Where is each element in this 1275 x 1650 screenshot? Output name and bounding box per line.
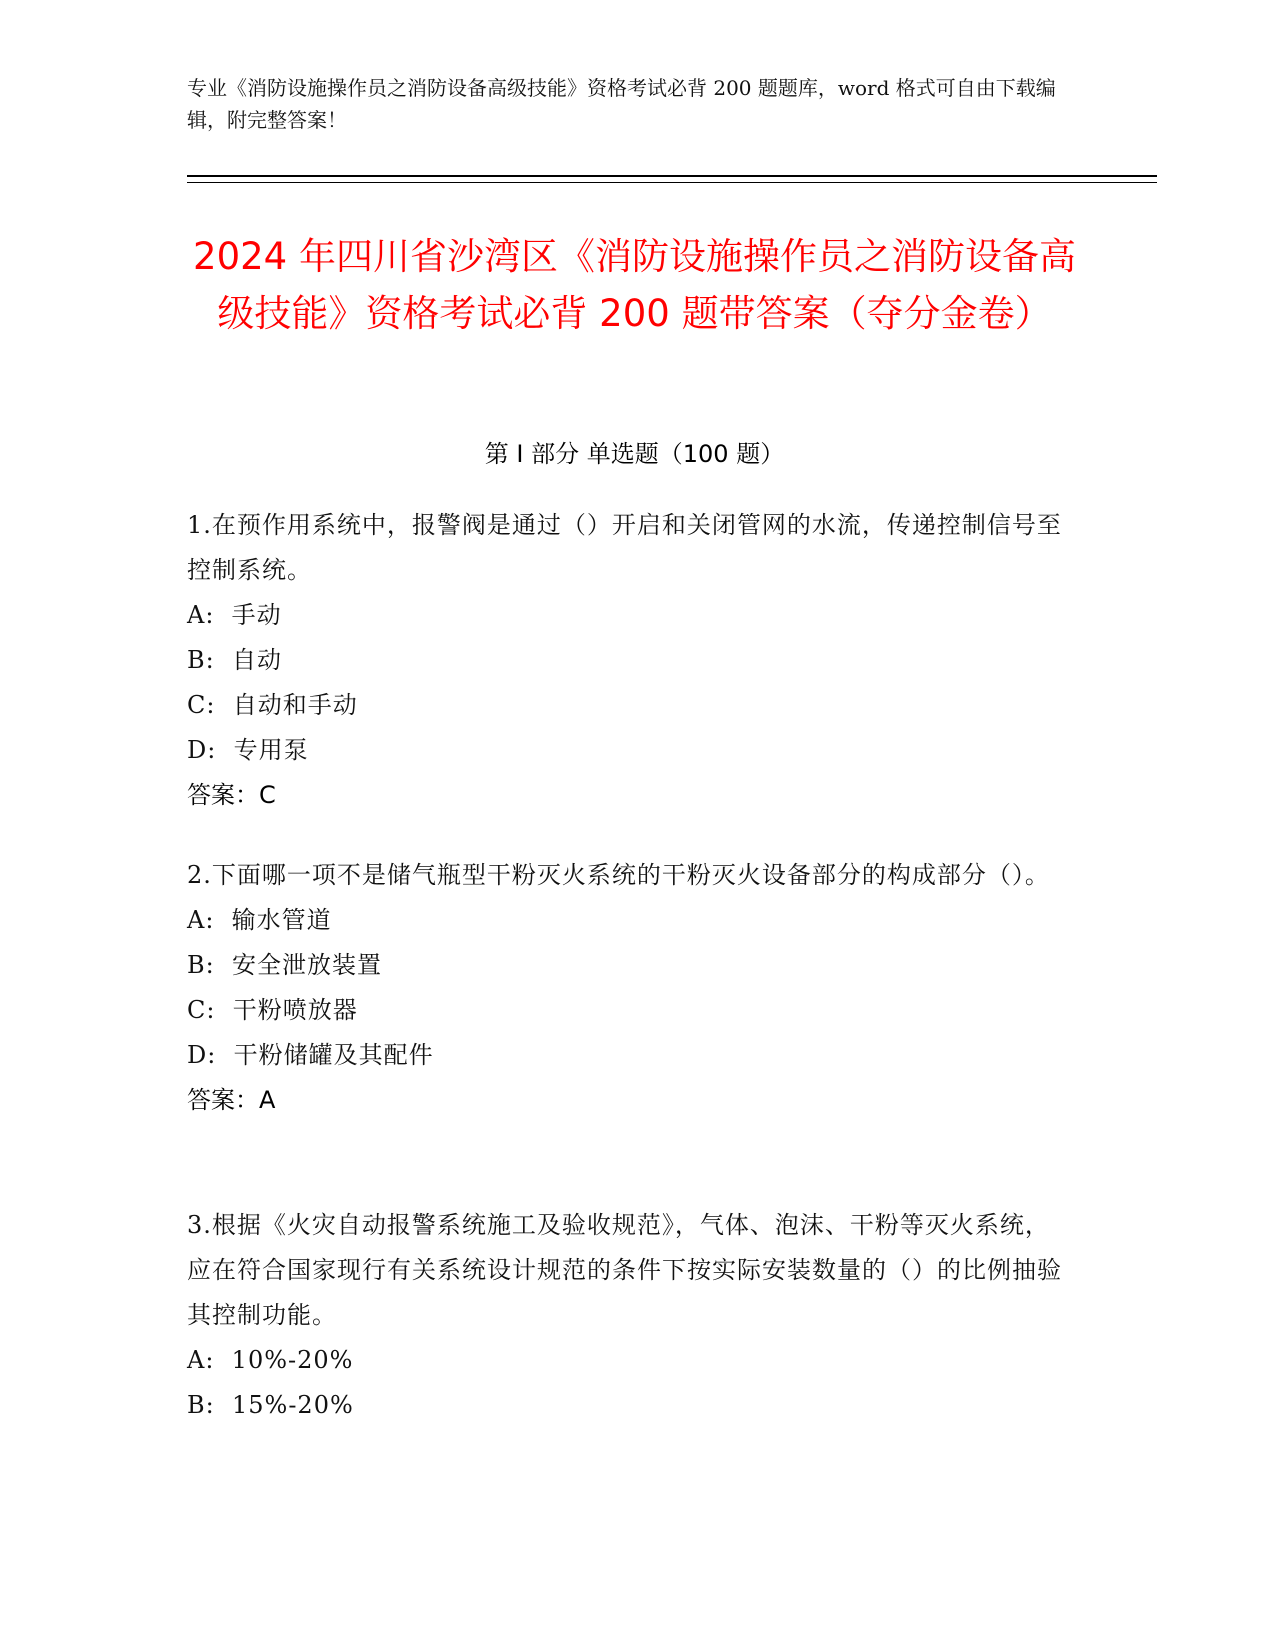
section-title: 第 I 部分 单选题（100 题） xyxy=(484,440,785,468)
option-b: B: 15%-20% xyxy=(187,1391,354,1419)
option-c: C: 自动和手动 xyxy=(187,691,358,719)
option-a: A: 10%-20% xyxy=(187,1346,354,1374)
option-b: B: 安全泄放装置 xyxy=(187,951,382,979)
question-stem: 2.下面哪一项不是储气瓶型干粉灭火系统的干粉灭火设备部分的构成部分（）。 xyxy=(187,861,1050,889)
header-rule-thin xyxy=(187,182,1157,183)
answer: 答案：A xyxy=(187,1086,276,1114)
document-title: 2024 年四川省沙湾区《消防设施操作员之消防设备高级技能》资格考试必背 200 题带答案（夺分金卷） xyxy=(193,235,1076,335)
question-2 xyxy=(187,853,1062,1123)
answer: 答案：C xyxy=(187,781,276,809)
option-d: D: 专用泵 xyxy=(187,736,309,764)
question-1 xyxy=(187,503,1062,818)
option-a: A: 输水管道 xyxy=(187,906,332,934)
question-stem: 3.根据《火灾自动报警系统施工及验收规范》，气体、泡沫、干粉等灭火系统，应在符合国家现行有关系统设计规范的条件下按实际安装数量的（）的比例抽验其控制功能。 xyxy=(187,1211,1062,1329)
option-d: D: 干粉储罐及其配件 xyxy=(187,1041,434,1069)
question-stem: 1.在预作用系统中，报警阀是通过（）开启和关闭管网的水流，传递控制信号至控制系统。 xyxy=(187,511,1062,584)
option-c: C: 干粉喷放器 xyxy=(187,996,358,1024)
header-note: 专业《消防设施操作员之消防设备高级技能》资格考试必背 200 题题库，word 格式可自由下载编辑，附完整答案！ xyxy=(187,76,1056,132)
option-a: A: 手动 xyxy=(187,601,282,629)
question-3 xyxy=(187,1203,1062,1428)
option-b: B: 自动 xyxy=(187,646,282,674)
header-rule-thick xyxy=(187,175,1157,177)
